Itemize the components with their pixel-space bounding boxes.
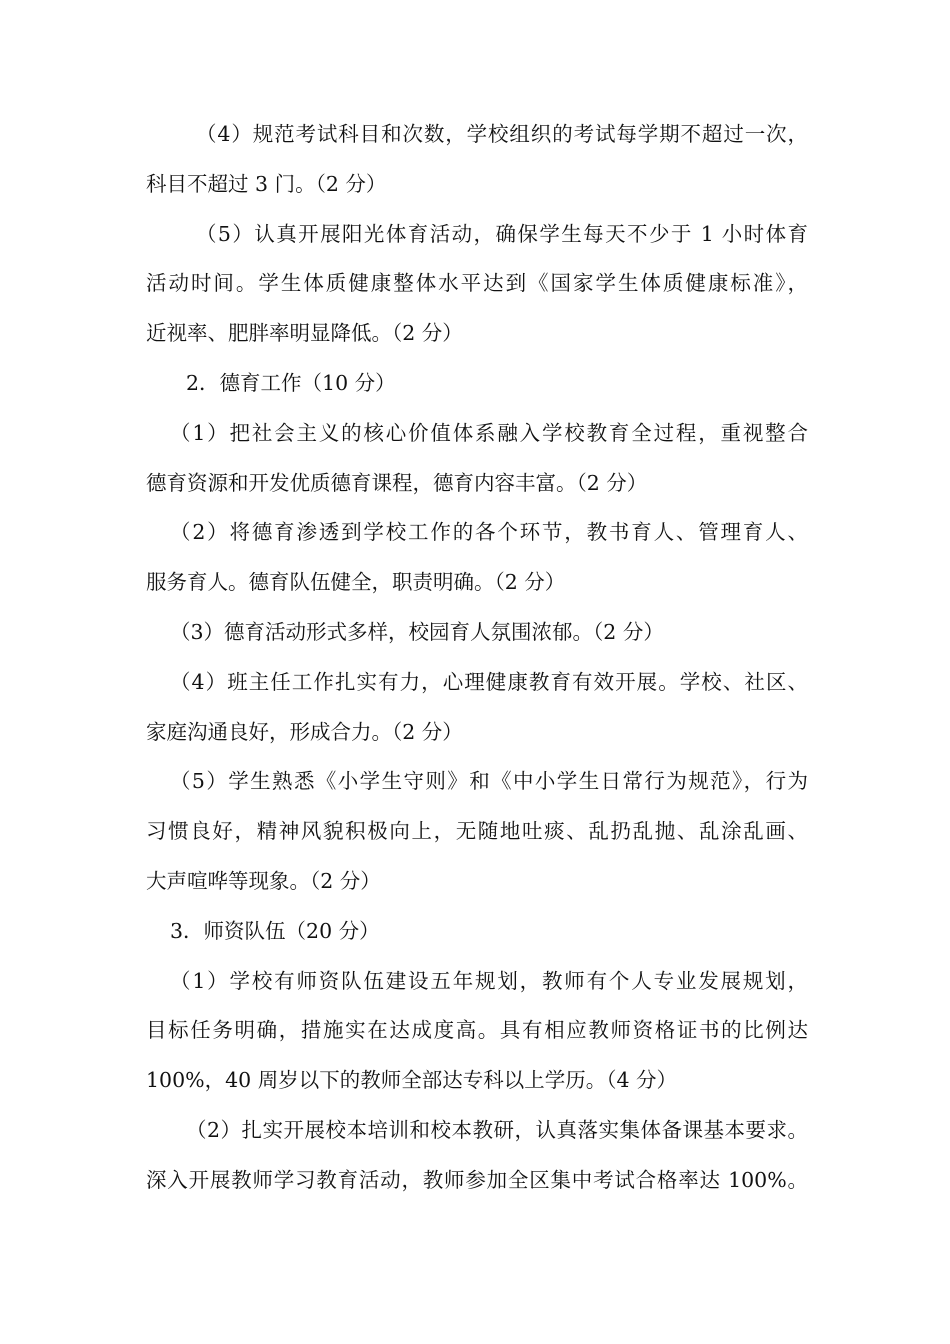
paragraph-4-line-2: 科目不超过 3 门。（2 分）	[146, 171, 387, 196]
moral-item-4-line-1: （4）班主任工作扎实有力，心理健康教育有效开展。学校、社区、	[170, 669, 808, 694]
moral-item-5-line-3: 大声喧哗等现象。（2 分）	[146, 868, 381, 893]
moral-item-2-line-2: 服务育人。德育队伍健全，职责明确。（2 分）	[146, 570, 566, 595]
staff-item-1-line-3: 100%，40 周岁以下的教师全部达专科以上学历。（4 分）	[146, 1068, 678, 1093]
section-heading-moral-education: 2．德育工作（10 分）	[186, 370, 396, 395]
document-body	[146, 110, 808, 1206]
section-heading-teaching-staff: 3．师资队伍（20 分）	[170, 918, 380, 943]
moral-item-4-line-2: 家庭沟通良好，形成合力。（2 分）	[146, 719, 463, 744]
paragraph-5-line-1: （5）认真开展阳光体育活动，确保学生每天不少于 1 小时体育	[196, 221, 808, 246]
paragraph-5-line-3: 近视率、肥胖率明显降低。（2 分）	[146, 321, 463, 346]
moral-item-5-line-1: （5）学生熟悉《小学生守则》和《中小学生日常行为规范》，行为	[170, 769, 808, 794]
moral-item-1-line-1: （1）把社会主义的核心价值体系融入学校教育全过程，重视整合	[170, 420, 808, 445]
staff-item-2-line-1: （2）扎实开展校本培训和校本教研，认真落实集体备课基本要求。	[186, 1117, 808, 1142]
moral-item-3: （3）德育活动形式多样，校园育人氛围浓郁。（2 分）	[170, 619, 664, 644]
staff-item-1-line-2: 目标任务明确，措施实在达成度高。具有相应教师资格证书的比例达	[146, 1018, 808, 1043]
moral-item-2-line-1: （2）将德育渗透到学校工作的各个环节，教书育人、管理育人、	[170, 520, 808, 545]
moral-item-5-line-2: 习惯良好，精神风貌积极向上，无随地吐痰、乱扔乱抛、乱涂乱画、	[146, 819, 808, 844]
staff-item-2-line-2: 深入开展教师学习教育活动，教师参加全区集中考试合格率达 100%。	[146, 1167, 808, 1192]
staff-item-1-line-1: （1）学校有师资队伍建设五年规划，教师有个人专业发展规划，	[170, 968, 808, 993]
paragraph-4-line-1: （4）规范考试科目和次数，学校组织的考试每学期不超过一次，	[196, 122, 808, 146]
paragraph-5-line-2: 活动时间。学生体质健康整体水平达到《国家学生体质健康标准》，	[146, 271, 808, 296]
moral-item-1-line-2: 德育资源和开发优质德育课程，德育内容丰富。（2 分）	[146, 470, 648, 495]
